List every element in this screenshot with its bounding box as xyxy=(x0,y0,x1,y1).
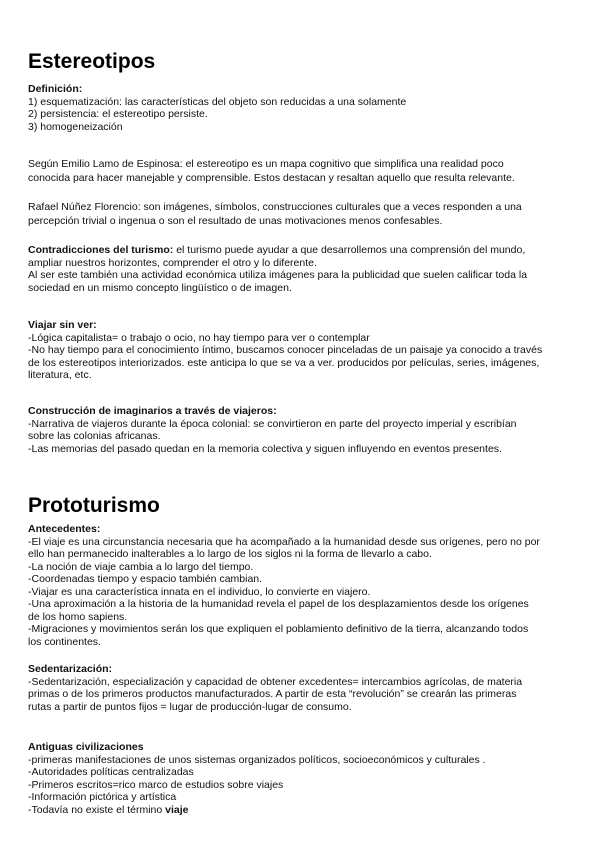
text-line: -Una aproximación a la historia de la humanidad revela el papel de los desplazamientos desde los orígenes xyxy=(28,598,529,610)
text-line: -No hay tiempo para el conocimiento íntimo, buscamos conocer pinceladas de un paisaje ya conocido a través xyxy=(28,344,543,356)
text-line: -Coordenadas tiempo y espacio también cambian. xyxy=(28,573,263,585)
lamo-paragraph xyxy=(28,157,576,185)
viajar-label: Viajar sin ver: xyxy=(28,319,97,331)
construccion-label: Construcción de imaginarios a través de viajeros: xyxy=(28,405,277,417)
text-line: de los homo sapiens. xyxy=(28,610,128,623)
text-line: percepción trivial o ingenua o son el resultado de unas motivaciones menos confesables. xyxy=(28,215,443,227)
text-line: Según Emilio Lamo de Espinosa: el estereotipo es un mapa cognitivo que simplifica una realidad poco xyxy=(28,158,504,170)
text-line: -Las memorias del pasado quedan en la memoria colectiva y siguen influyendo en eventos presentes. xyxy=(28,442,502,455)
text-line: -Sedentarización, especialización y capacidad de obtener excedentes= intercambios agrícolas, de materia xyxy=(28,675,523,688)
text-line: ello han permanecido inalterables a lo largo de los siglos ni la forma de llevarlo a cabo. xyxy=(28,548,432,560)
text-line: -primeras manifestaciones de unos sistemas organizados políticos, socioeconómicos y culturales . xyxy=(28,753,486,766)
antecedentes-block xyxy=(28,523,576,648)
section-title-estereotipos: Estereotipos xyxy=(28,50,156,73)
text-line: 1) esquematización: las características del objeto son reducidas a una solamente xyxy=(28,95,407,108)
text-fragment: el turismo puede ayudar a que desarrollemos una comprensión del mundo, xyxy=(173,244,526,256)
antecedentes-label: Antecedentes: xyxy=(28,523,101,535)
text-line: -Viajar es una característica innata en el individuo, lo convierte en viajero. xyxy=(28,585,371,598)
text-line: conocida para hacer manejable y comprensible. Estos destacan y resaltan aquello que resulta relevante. xyxy=(28,172,515,184)
text-line: -Autoridades políticas centralizadas xyxy=(28,766,194,778)
text-line xyxy=(28,804,576,817)
text-line: -Narrativa de viajeros durante la época colonial: se convirtieron en parte del proyecto imperial y escribían xyxy=(28,417,517,430)
contradicciones-block xyxy=(28,244,576,294)
text-line: sobre las colonias africanas. xyxy=(28,430,161,442)
sedentarizacion-label: Sedentarización: xyxy=(28,663,113,675)
text-line: Rafael Núñez Florencio: son imágenes, símbolos, construcciones culturales que a veces responden a una xyxy=(28,201,522,213)
section-title-prototurismo: Prototurismo xyxy=(28,494,160,517)
definicion-block xyxy=(28,83,576,133)
text-line: rutas a partir de puntos fijos = lugar de producción-lugar de consumo. xyxy=(28,700,352,713)
text-line: -La noción de viaje cambia a lo largo del tiempo. xyxy=(28,560,254,573)
contradicciones-label: Contradicciones del turismo: xyxy=(28,244,174,256)
antiguas-block xyxy=(28,741,576,816)
text-line xyxy=(28,244,576,257)
definicion-label: Definición: xyxy=(28,83,83,95)
text-line: los continentes. xyxy=(28,635,101,648)
text-line: ampliar nuestros horizontes, comprender el otro y lo diferente. xyxy=(28,256,317,269)
text-line: de los estereotipos interiorizados. este anticipa lo que se va a ver. producidos por películas, series, imágenes, xyxy=(28,356,540,369)
text-line: 2) persistencia: el estereotipo persiste. xyxy=(28,108,208,120)
sedentarizacion-block xyxy=(28,663,576,713)
viajar-block xyxy=(28,319,576,382)
text-line: primas o de los primeros productos manufacturados. A partir de esta “revolución” se crearán las primeras xyxy=(28,688,517,700)
text-line: -Información pictórica y artística xyxy=(28,791,177,803)
text-fragment: -Todavía no existe el término xyxy=(28,803,166,816)
text-line: -Primeros escritos=rico marco de estudios sobre viajes xyxy=(28,778,284,791)
antiguas-label: Antiguas civilizaciones xyxy=(28,741,144,753)
text-line: -El viaje es una circunstancia necesaria que ha acompañado a la humanidad desde sus orígenes, pero no por xyxy=(28,535,540,548)
nunez-paragraph xyxy=(28,200,576,228)
text-line: literatura, etc. xyxy=(28,369,92,381)
text-line: -Lógica capitalista= o trabajo o ocio, no hay tiempo para ver o contemplar xyxy=(28,331,370,344)
text-line: 3) homogeneización xyxy=(28,120,123,133)
text-line: -Migraciones y movimientos serán los que expliquen el poblamiento definitivo de la tierra, alcanzando todos xyxy=(28,623,529,635)
construccion-block xyxy=(28,405,576,455)
text-line: Al ser este también una actividad económica utiliza imágenes para la publicidad que suelen calificar toda la xyxy=(28,269,528,281)
bold-term: viaje xyxy=(165,803,189,816)
text-line: sociedad en un mismo concepto lingüístico o de imagen. xyxy=(28,281,292,294)
